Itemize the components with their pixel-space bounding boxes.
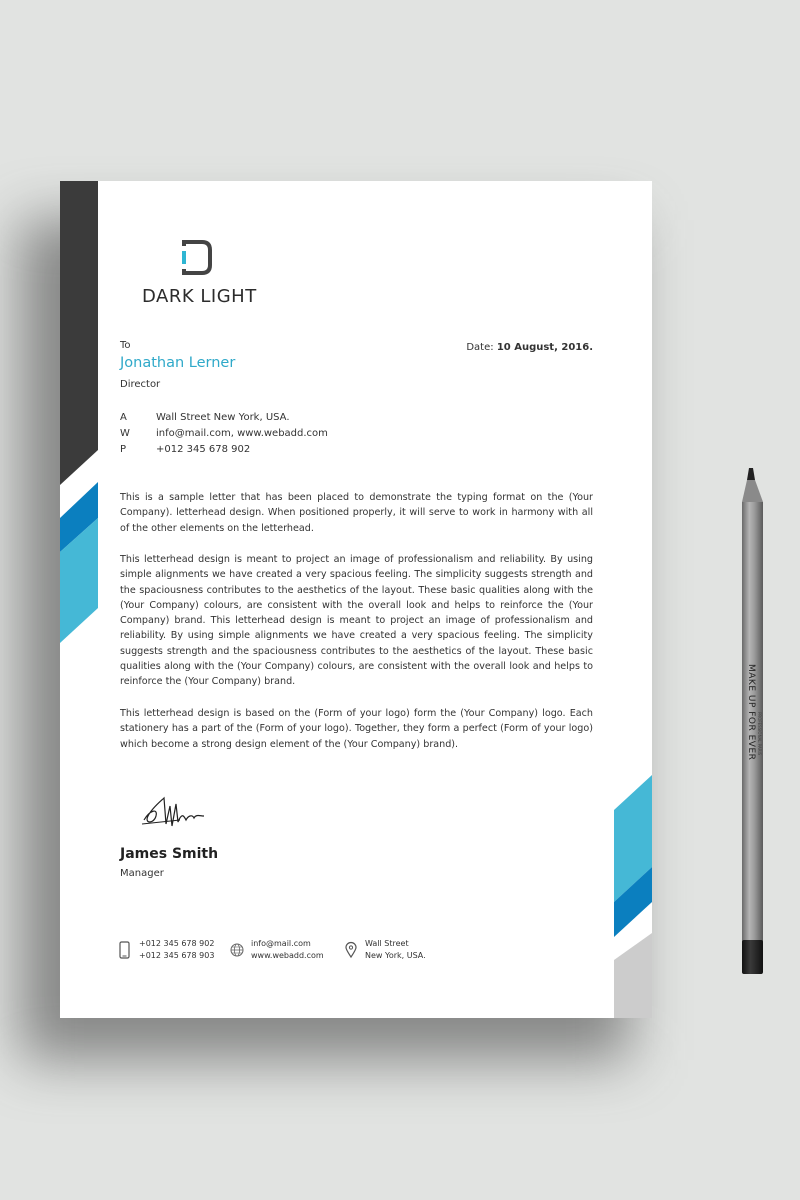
signer-name: James Smith xyxy=(120,846,219,862)
recipient-title: Director xyxy=(120,379,161,390)
date-label: Date: xyxy=(466,342,494,353)
right-gray-band xyxy=(614,933,652,1018)
body-paragraph-3: This letterhead design is based on the (Form of your logo) form the (Your Company) logo. Each stationery has a part of the (Form of your logo). Together, they form a perfect (Form of your logo) which become a strong design element of the (Your Company) brand). xyxy=(120,708,593,750)
footer-address-1: Wall Street xyxy=(365,939,409,948)
letter-date xyxy=(466,342,593,353)
pencil-brand-text: MAKE UP FOR EVER xyxy=(746,664,756,761)
date-value: 10 August, 2016. xyxy=(496,342,593,353)
recipient-name: Jonathan Lerner xyxy=(120,355,236,371)
d-letter-logo-icon xyxy=(182,240,212,275)
footer-phone-2: +012 345 678 903 xyxy=(139,951,215,960)
letterhead-page xyxy=(60,181,652,1018)
body-paragraph-1: This is a sample letter that has been placed to demonstrate the typing format on the (Your Company). letterhead design. When positioned properly, it will serve to work in harmony with all of the other elements on the letterhead. xyxy=(120,492,593,534)
contact-address xyxy=(120,412,290,423)
footer-website: www.webadd.com xyxy=(251,951,324,960)
signer-title: Manager xyxy=(120,868,164,879)
contact-key: W xyxy=(120,428,130,439)
pencil-sub-text: PROFESSIONAL PARIS xyxy=(757,712,762,756)
left-dark-band xyxy=(60,181,98,485)
to-label: To xyxy=(120,340,131,351)
footer-web xyxy=(230,938,324,962)
footer-address-2: New York, USA. xyxy=(365,951,426,960)
contact-value: +012 345 678 902 xyxy=(156,444,251,455)
contact-key: P xyxy=(120,444,127,455)
globe-icon xyxy=(230,941,244,959)
location-pin-icon xyxy=(344,941,358,959)
contact-value: info@mail.com, www.webadd.com xyxy=(156,428,328,439)
brand-name: DARK LIGHT xyxy=(142,286,257,307)
footer-email: info@mail.com xyxy=(251,939,311,948)
footer-phone xyxy=(118,938,214,962)
contact-web xyxy=(120,428,328,439)
contact-value: Wall Street New York, USA. xyxy=(156,412,290,423)
footer-phone-1: +012 345 678 902 xyxy=(139,939,215,948)
contact-key: A xyxy=(120,412,127,423)
phone-icon xyxy=(118,941,132,959)
signature-icon xyxy=(140,794,208,836)
body-paragraph-2: This letterhead design is meant to project an image of professionalism and reliability. By using simple alignments we have created a very spacious feeling. The simplicity suggests strength and the spaciousness contributes to the aesthetics of the layout. These basic qualities along with the (Your Company) colours, are consistent with the overall look and helps to reinforce the (Your Company) brand. This letterhead design is meant to project an image of professionalism and reliability. By using simple alignments we have created a very spacious feeling. The simplicity suggests strength and the spaciousness contributes to the aesthetics of the layout. These basic qualities along with the (Your Company) colours, are consistent with the overall look and helps to reinforce the (Your Company) brand. xyxy=(120,554,593,688)
contact-phone xyxy=(120,444,250,455)
footer-address xyxy=(344,938,426,962)
